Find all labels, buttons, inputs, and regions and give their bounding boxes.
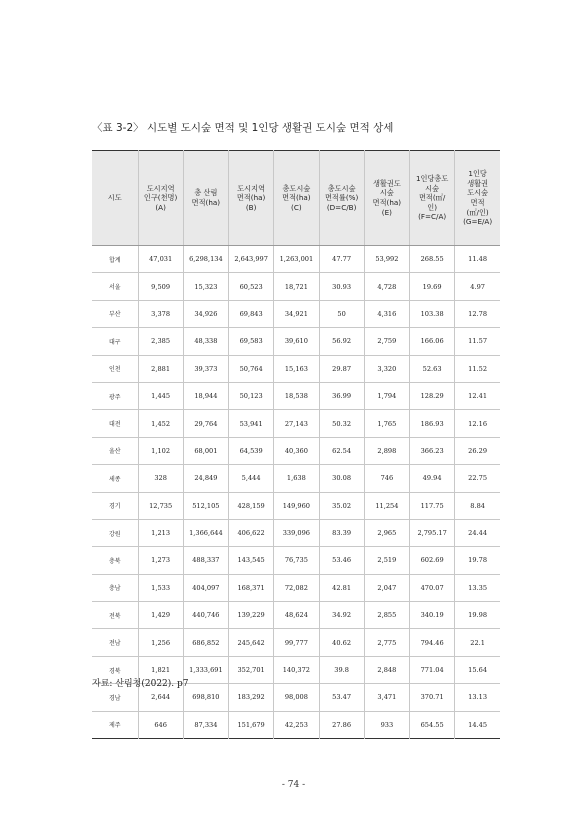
- value-cell: 50: [319, 300, 364, 327]
- value-cell: 1,366,644: [183, 519, 228, 546]
- region-cell: 인천: [92, 355, 138, 382]
- table-row: [92, 629, 500, 656]
- value-cell: 64,539: [229, 437, 274, 464]
- column-header-line: 시숲: [379, 188, 394, 198]
- value-cell: 1,821: [138, 656, 183, 683]
- value-cell: 6,298,134: [183, 246, 228, 273]
- column-header: [138, 151, 183, 246]
- column-header: [183, 151, 228, 246]
- value-cell: 168,371: [229, 574, 274, 601]
- value-cell: 2,848: [364, 656, 409, 683]
- value-cell: 60,523: [229, 273, 274, 300]
- region-cell: 전남: [92, 629, 138, 656]
- region-cell: 강원: [92, 519, 138, 546]
- region-cell: 전북: [92, 602, 138, 629]
- value-cell: 53.47: [319, 684, 364, 711]
- value-cell: 1,638: [274, 465, 319, 492]
- region-cell: 서울: [92, 273, 138, 300]
- value-cell: 2,643,997: [229, 246, 274, 273]
- column-header-line: 총도시숲: [282, 183, 311, 193]
- value-cell: 12.41: [455, 382, 500, 409]
- value-cell: 2,881: [138, 355, 183, 382]
- value-cell: 11,254: [364, 492, 409, 519]
- column-header-line: 면적(ha): [236, 193, 266, 203]
- table-row: [92, 355, 500, 382]
- value-cell: 4.97: [455, 273, 500, 300]
- value-cell: 149,960: [274, 492, 319, 519]
- value-cell: 1,213: [138, 519, 183, 546]
- value-cell: 686,852: [183, 629, 228, 656]
- table-row: [92, 382, 500, 409]
- value-cell: 2,775: [364, 629, 409, 656]
- value-cell: 27,143: [274, 410, 319, 437]
- column-header-line: 인): [427, 202, 437, 212]
- value-cell: 15,163: [274, 355, 319, 382]
- column-header-line: 인구(천명): [143, 193, 178, 203]
- value-cell: 52.63: [410, 355, 455, 382]
- value-cell: 3,378: [138, 300, 183, 327]
- value-cell: 47.77: [319, 246, 364, 273]
- value-cell: 8.84: [455, 492, 500, 519]
- region-cell: 충북: [92, 547, 138, 574]
- value-cell: 99,777: [274, 629, 319, 656]
- value-cell: 646: [138, 711, 183, 738]
- value-cell: 512,105: [183, 492, 228, 519]
- table-row: [92, 410, 500, 437]
- table-row: [92, 519, 500, 546]
- value-cell: 19.69: [410, 273, 455, 300]
- value-cell: 103.38: [410, 300, 455, 327]
- column-header-line: 1인당: [468, 169, 487, 179]
- table-row: [92, 711, 500, 738]
- value-cell: 53,992: [364, 246, 409, 273]
- column-header-line: 면적률(%): [324, 193, 359, 203]
- value-cell: 35.02: [319, 492, 364, 519]
- table-row: [92, 465, 500, 492]
- value-cell: 39,610: [274, 328, 319, 355]
- value-cell: 2,855: [364, 602, 409, 629]
- value-cell: 47,031: [138, 246, 183, 273]
- value-cell: 1,333,691: [183, 656, 228, 683]
- value-cell: 62.54: [319, 437, 364, 464]
- value-cell: 1,794: [364, 382, 409, 409]
- table-row: [92, 547, 500, 574]
- value-cell: 268.55: [410, 246, 455, 273]
- value-cell: 794.46: [410, 629, 455, 656]
- value-cell: 4,316: [364, 300, 409, 327]
- region-cell: 제주: [92, 711, 138, 738]
- column-header-line: 1인당총도: [415, 174, 449, 184]
- region-cell: 대구: [92, 328, 138, 355]
- value-cell: 2,047: [364, 574, 409, 601]
- table-body: [92, 246, 500, 739]
- value-cell: 933: [364, 711, 409, 738]
- column-header-line: (B): [245, 202, 257, 212]
- value-cell: 50,764: [229, 355, 274, 382]
- value-cell: 68,001: [183, 437, 228, 464]
- value-cell: 9,509: [138, 273, 183, 300]
- source-note: 자료: 산림청(2022). p7: [92, 679, 189, 689]
- column-header: [319, 151, 364, 246]
- value-cell: 22.75: [455, 465, 500, 492]
- table-row: [92, 273, 500, 300]
- value-cell: 654.55: [410, 711, 455, 738]
- value-cell: 1,256: [138, 629, 183, 656]
- value-cell: 50,123: [229, 382, 274, 409]
- value-cell: 406,622: [229, 519, 274, 546]
- value-cell: 24,849: [183, 465, 228, 492]
- value-cell: 4,728: [364, 273, 409, 300]
- value-cell: 1,102: [138, 437, 183, 464]
- value-cell: 1,263,001: [274, 246, 319, 273]
- value-cell: 34,926: [183, 300, 228, 327]
- value-cell: 29.87: [319, 355, 364, 382]
- value-cell: 11.48: [455, 246, 500, 273]
- region-cell: 광주: [92, 382, 138, 409]
- value-cell: 39,373: [183, 355, 228, 382]
- column-header-line: 총 산림: [194, 188, 218, 198]
- value-cell: 340.19: [410, 602, 455, 629]
- value-cell: 151,679: [229, 711, 274, 738]
- value-cell: 2,759: [364, 328, 409, 355]
- column-header-line: 생활권도: [372, 178, 401, 188]
- column-header-line: (㎡/인): [466, 207, 489, 217]
- value-cell: 245,642: [229, 629, 274, 656]
- column-header: [364, 151, 409, 246]
- value-cell: 12,735: [138, 492, 183, 519]
- value-cell: 602.69: [410, 547, 455, 574]
- value-cell: 128.29: [410, 382, 455, 409]
- column-header: [455, 151, 500, 246]
- value-cell: 1,452: [138, 410, 183, 437]
- column-header-line: 면적(㎡/: [418, 193, 446, 203]
- value-cell: 29,764: [183, 410, 228, 437]
- value-cell: 48,624: [274, 602, 319, 629]
- value-cell: 183,292: [229, 684, 274, 711]
- column-header-line: 도시지역: [146, 183, 175, 193]
- value-cell: 49.94: [410, 465, 455, 492]
- column-header-line: 시숲: [425, 183, 440, 193]
- value-cell: 87,334: [183, 711, 228, 738]
- column-header-line: (G=E/A): [463, 217, 493, 227]
- value-cell: 83.39: [319, 519, 364, 546]
- value-cell: 470.07: [410, 574, 455, 601]
- column-header-line: 생활권: [467, 178, 489, 188]
- value-cell: 30.93: [319, 273, 364, 300]
- value-cell: 12.78: [455, 300, 500, 327]
- value-cell: 166.06: [410, 328, 455, 355]
- region-cell: 합계: [92, 246, 138, 273]
- region-cell: 대전: [92, 410, 138, 437]
- value-cell: 2,385: [138, 328, 183, 355]
- value-cell: 72,082: [274, 574, 319, 601]
- value-cell: 24.44: [455, 519, 500, 546]
- value-cell: 69,583: [229, 328, 274, 355]
- column-header-line: 시도: [107, 193, 122, 203]
- value-cell: 370.71: [410, 684, 455, 711]
- value-cell: 3,320: [364, 355, 409, 382]
- column-header-line: (A): [155, 202, 166, 212]
- value-cell: 42.81: [319, 574, 364, 601]
- region-cell: 충남: [92, 574, 138, 601]
- value-cell: 5,444: [229, 465, 274, 492]
- value-cell: 352,701: [229, 656, 274, 683]
- value-cell: 36.99: [319, 382, 364, 409]
- value-cell: 366.23: [410, 437, 455, 464]
- value-cell: 34.92: [319, 602, 364, 629]
- column-header: [92, 151, 138, 246]
- value-cell: 26.29: [455, 437, 500, 464]
- value-cell: 18,538: [274, 382, 319, 409]
- column-header: [274, 151, 319, 246]
- value-cell: 1,445: [138, 382, 183, 409]
- value-cell: 19.98: [455, 602, 500, 629]
- value-cell: 18,944: [183, 382, 228, 409]
- table-header-row: [92, 151, 500, 246]
- value-cell: 1,273: [138, 547, 183, 574]
- value-cell: 11.52: [455, 355, 500, 382]
- value-cell: 2,795.17: [410, 519, 455, 546]
- column-header: [410, 151, 455, 246]
- value-cell: 1,765: [364, 410, 409, 437]
- value-cell: 698,810: [183, 684, 228, 711]
- value-cell: 53.46: [319, 547, 364, 574]
- value-cell: 404,097: [183, 574, 228, 601]
- value-cell: 15.64: [455, 656, 500, 683]
- region-cell: 울산: [92, 437, 138, 464]
- table-row: [92, 574, 500, 601]
- value-cell: 40,360: [274, 437, 319, 464]
- value-cell: 440,746: [183, 602, 228, 629]
- region-cell: 부산: [92, 300, 138, 327]
- column-header-line: 면적(ha): [372, 198, 402, 207]
- region-cell: 경기: [92, 492, 138, 519]
- value-cell: 56.92: [319, 328, 364, 355]
- value-cell: 18,721: [274, 273, 319, 300]
- value-cell: 11.57: [455, 328, 500, 355]
- column-header-line: (F=C/A): [418, 212, 447, 222]
- region-cell: 경남: [92, 684, 138, 711]
- value-cell: 488,337: [183, 547, 228, 574]
- value-cell: 143,545: [229, 547, 274, 574]
- value-cell: 42,253: [274, 711, 319, 738]
- value-cell: 2,965: [364, 519, 409, 546]
- column-header-line: 면적: [470, 198, 485, 207]
- value-cell: 76,735: [274, 547, 319, 574]
- table-row: [92, 437, 500, 464]
- value-cell: 12.16: [455, 410, 500, 437]
- value-cell: 746: [364, 465, 409, 492]
- value-cell: 40.62: [319, 629, 364, 656]
- value-cell: 13.13: [455, 684, 500, 711]
- value-cell: 1,429: [138, 602, 183, 629]
- urban-forest-table: [92, 150, 500, 739]
- column-header-line: (D=C/B): [326, 202, 357, 212]
- value-cell: 69,843: [229, 300, 274, 327]
- region-cell: 세종: [92, 465, 138, 492]
- table-row: [92, 492, 500, 519]
- column-header-line: 도시숲: [467, 188, 489, 198]
- value-cell: 428,159: [229, 492, 274, 519]
- value-cell: 339,096: [274, 519, 319, 546]
- column-header-line: 총도시숲: [327, 183, 356, 193]
- column-header-line: 면적(ha): [282, 193, 311, 203]
- table-caption: 〈표 3-2〉 시도별 도시숲 면적 및 1인당 생활권 도시숲 면적 상세: [92, 122, 394, 134]
- value-cell: 140,372: [274, 656, 319, 683]
- table-row: [92, 602, 500, 629]
- value-cell: 14.45: [468, 720, 488, 729]
- column-header-line: 면적(ha): [191, 198, 221, 207]
- value-cell: 34,921: [274, 300, 319, 327]
- value-cell: 3,471: [364, 684, 409, 711]
- table-row: [92, 246, 500, 273]
- value-cell: 771.04: [410, 656, 455, 683]
- column-header-line: 도시지역: [237, 183, 266, 193]
- column-header: [229, 151, 274, 246]
- value-cell: 2,644: [138, 684, 183, 711]
- value-cell: 2,898: [364, 437, 409, 464]
- value-cell: 117.75: [410, 492, 455, 519]
- column-header-line: (E): [381, 207, 392, 217]
- value-cell: 53,941: [229, 410, 274, 437]
- value-cell: 2,519: [364, 547, 409, 574]
- value-cell: 15,323: [183, 273, 228, 300]
- value-cell: 30.08: [319, 465, 364, 492]
- page-number: - 74 -: [281, 780, 306, 790]
- value-cell: 22.1: [455, 629, 500, 656]
- value-cell: 39.8: [319, 656, 364, 683]
- value-cell: 1,533: [138, 574, 183, 601]
- column-header-line: (C): [291, 202, 302, 212]
- value-cell: 13.35: [455, 574, 500, 601]
- region-cell: 경북: [92, 656, 138, 683]
- value-cell: 98,008: [274, 684, 319, 711]
- value-cell: 19.78: [455, 547, 500, 574]
- value-cell: 139,229: [229, 602, 274, 629]
- table-row: [92, 300, 500, 327]
- value-cell: 27.86: [319, 711, 364, 738]
- table-row: [92, 328, 500, 355]
- value-cell: 328: [138, 465, 183, 492]
- value-cell: 50.32: [319, 410, 364, 437]
- value-cell: 48,338: [183, 328, 228, 355]
- value-cell: 186.93: [410, 410, 455, 437]
